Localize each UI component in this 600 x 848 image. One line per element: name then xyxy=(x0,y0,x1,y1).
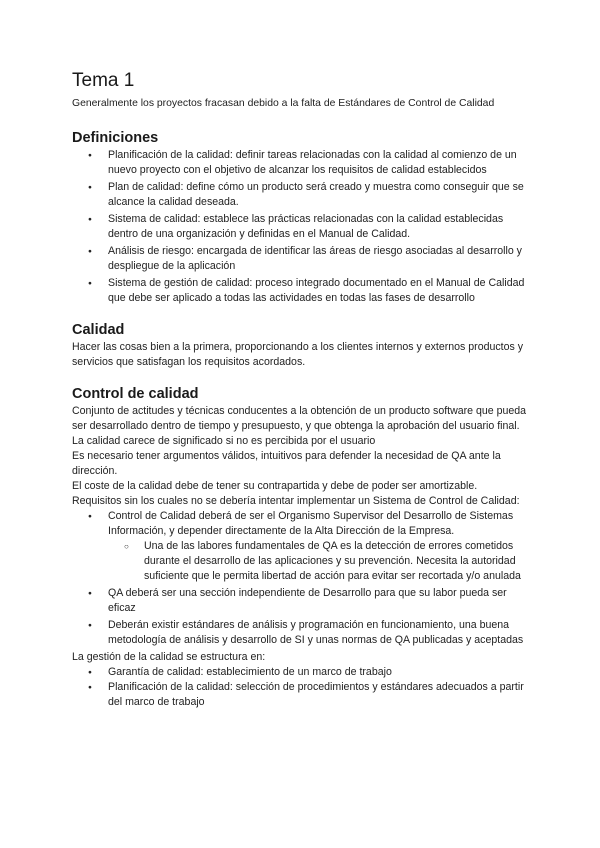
heading-calidad: Calidad xyxy=(72,322,125,338)
section-control-calidad xyxy=(72,386,532,710)
list-item: ● QA deberá ser una sección independiente de Desarrollo para que su labor pueda ser eficaz xyxy=(72,586,532,616)
list-item: ● Sistema de calidad: establece las prácticas relacionadas con la calidad establecidas dentro de una organización y definidas en el Manual de Calidad. xyxy=(72,212,532,242)
heading-control-calidad: Control de calidad xyxy=(72,386,199,402)
heading-definiciones: Definiciones xyxy=(72,130,159,146)
sub-list xyxy=(108,539,532,584)
list-item: ● Planificación de la calidad: selección de procedimientos y estándares adecuados a partir del marco de trabajo xyxy=(72,680,532,710)
paragraph: Conjunto de actitudes y técnicas conducentes a la obtención de un producto software que pueda ser desarrollado dentro de tiempo y presupuesto, y que obtenga la aprobación del usuario final. xyxy=(72,405,527,432)
page-subtitle: Generalmente los proyectos fracasan debido a la falta de Estándares de Control de Calidad xyxy=(72,98,495,109)
document-page xyxy=(72,70,532,710)
list-item: ● Análisis de riesgo: encargada de identificar las áreas de riesgo asociadas al desarrollo y despliegue de la aplicación xyxy=(72,244,532,274)
list-item xyxy=(72,509,532,584)
paragraph: La calidad carece de significado si no es percibida por el usuario xyxy=(72,435,376,447)
paragraph: Requisitos sin los cuales no se debería intentar implementar un Sistema de Control de Calidad: xyxy=(72,495,520,507)
paragraph: La gestión de la calidad se estructura en: xyxy=(72,651,266,663)
calidad-text: Hacer las cosas bien a la primera, proporcionando a los clientes internos y externos productos y servicios que satisfagan los requisitos acordados. xyxy=(72,341,524,368)
list-item: ● Sistema de gestión de calidad: proceso integrado documentado en el Manual de Calidad que debe ser aplicado a todas las actividades en todas las fases de desarrollo xyxy=(72,276,532,306)
section-definiciones xyxy=(72,130,532,306)
list-item-text: Control de Calidad deberá de ser el Organismo Supervisor del Desarrollo de Sistemas Información, y depender directamente de la Alta Dirección de la Empresa. xyxy=(108,510,514,537)
list-item: ● Deberán existir estándares de análisis y programación en funcionamiento, una buena metodología de análisis y desarrollo de SI y unas normas de QA publicadas y aceptadas xyxy=(72,618,532,648)
sub-list-item: ○ Una de las labores fundamentales de QA es la detección de errores cometidos durante el desarrollo de las aplicaciones y su prevención. Necesita la autoridad suficiente que le permita libertad de acción para evitar ser recortada y/o anulada xyxy=(108,539,532,584)
paragraph: Es necesario tener argumentos válidos, intuitivos para defender la necesidad de QA ante la dirección. xyxy=(72,450,501,477)
list-item: ● Planificación de la calidad: definir tareas relacionadas con la calidad al comienzo de un nuevo proyecto con el objetivo de alcanzar los requisitos de calidad establecidos xyxy=(72,148,532,178)
definiciones-list xyxy=(72,148,532,306)
estructura-list xyxy=(72,665,532,710)
requisitos-list xyxy=(72,509,532,648)
paragraph: El coste de la calidad debe de tener su contrapartida y debe de poder ser amortizable. xyxy=(72,480,478,492)
list-item: ● Plan de calidad: define cómo un producto será creado y muestra como conseguir que se alcance la calidad deseada. xyxy=(72,180,532,210)
page-title: Tema 1 xyxy=(72,70,135,91)
list-item: ● Garantía de calidad: establecimiento de un marco de trabajo xyxy=(72,665,532,680)
section-calidad xyxy=(72,322,532,370)
